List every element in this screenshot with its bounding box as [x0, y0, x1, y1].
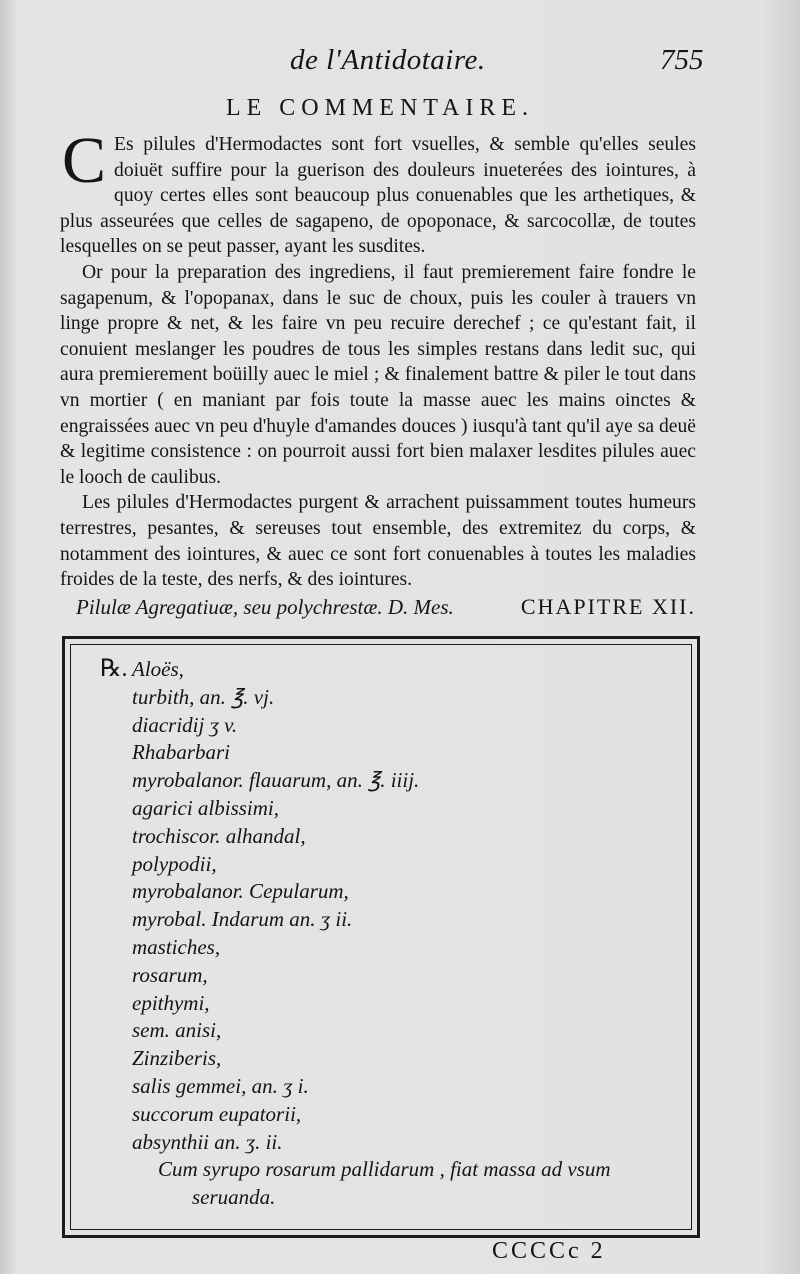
signature-mark: CCCCc 2: [492, 1238, 606, 1264]
commentary-text: [60, 124, 696, 593]
ingredient: trochiscor. alhandal,: [132, 823, 306, 848]
commentary-paragraph-1: [60, 124, 696, 260]
ingredient: Aloës,: [132, 657, 184, 681]
chapter-heading: [76, 594, 696, 620]
recipe-line: [100, 656, 680, 684]
drop-cap: C: [62, 124, 107, 197]
page-number: 755: [660, 44, 704, 76]
recipe-instruction-end: seruanda.: [192, 1185, 276, 1210]
ingredient: sem. anisi,: [132, 1018, 222, 1043]
paragraph-1-text: Es pilules d'Hermodactes sont fort vsuelles, & semble qu'elles seules doiuët suffire pour la guerison des douleurs inueterées des iointures, à quoy certes elles sont beaucoup plus conuenables que les arthetiques, & plus asseurées que celles de sagapeno, de opoponace, & sarcocollæ, de toutes lesquelles on se peut passer, ayant les susdites.: [60, 134, 696, 258]
ingredient: turbith, an. ℥. vj.: [132, 684, 275, 709]
ingredient: rosarum,: [132, 962, 208, 987]
ingredient: myrobalanor. flauarum, an. ℥. iiij.: [132, 768, 420, 793]
running-head: de l'Antidotaire.: [290, 44, 486, 76]
chapter-number: CHAPITRE XII.: [520, 594, 696, 619]
commentary-paragraph-2: Or pour la preparation des ingrediens, il faut premierement faire fondre le sagapenum, & l'opopanax, dans le suc de choux, puis les couler à trauers vn linge propre & net, & les faire vn peu recuire derechef ; ce qu'estant fait, il conuient meslanger les poudres de tous les simples restans dans ledit suc, qui aura premierement boüilly auec le miel ; & finalement battre & piler le tout dans vn mortier ( en maniant par fois toute la masse auec les mains oinctes & engraissées auec vn peu d'huyle d'amandes douces ) iusqu'à tant qu'il aye sa deuë & legitime consistence : on pourroit aussi fort bien malaxer lesdites pilules auec le looch de caulibus.: [60, 261, 696, 488]
ingredient: salis gemmei, an. ʒ i.: [132, 1073, 309, 1098]
recipe-instruction: Cum syrupo rosarum pallidarum , fiat massa ad vsum: [158, 1157, 611, 1182]
ingredient: mastiches,: [132, 934, 221, 959]
section-title: LE COMMENTAIRE.: [225, 95, 535, 121]
ingredient: diacridij ʒ v.: [132, 712, 238, 737]
recipe-symbol: ℞.: [100, 656, 128, 682]
ingredient: agarici albissimi,: [132, 795, 280, 820]
ingredient: myrobal. Indarum an. ʒ ii.: [132, 907, 353, 932]
ingredient: myrobalanor. Cepularum,: [132, 879, 349, 904]
ingredient: epithymi,: [132, 990, 210, 1015]
commentary-paragraph-3: Les pilules d'Hermodactes purgent & arrachent puissamment toutes humeurs terrestres, pesantes, & sereuses tout ensemble, des extremitez du corps, & notamment des iointures, & auec ce sont fort conuenables à toutes les maladies froides de la teste, des nerfs, & des iointures.: [60, 492, 696, 591]
ingredient: Rhabarbari: [132, 740, 231, 765]
ingredient: Zinziberis,: [132, 1046, 222, 1071]
ingredient: polypodii,: [132, 851, 217, 876]
recipe-list: [100, 656, 680, 1212]
ingredient: succorum eupatorii,: [132, 1101, 302, 1126]
chapter-title: Pilulæ Agregatiuæ, seu polychrestæ. D. Mes.: [76, 595, 454, 619]
ingredient: absynthii an. ʒ. ii.: [132, 1129, 283, 1154]
